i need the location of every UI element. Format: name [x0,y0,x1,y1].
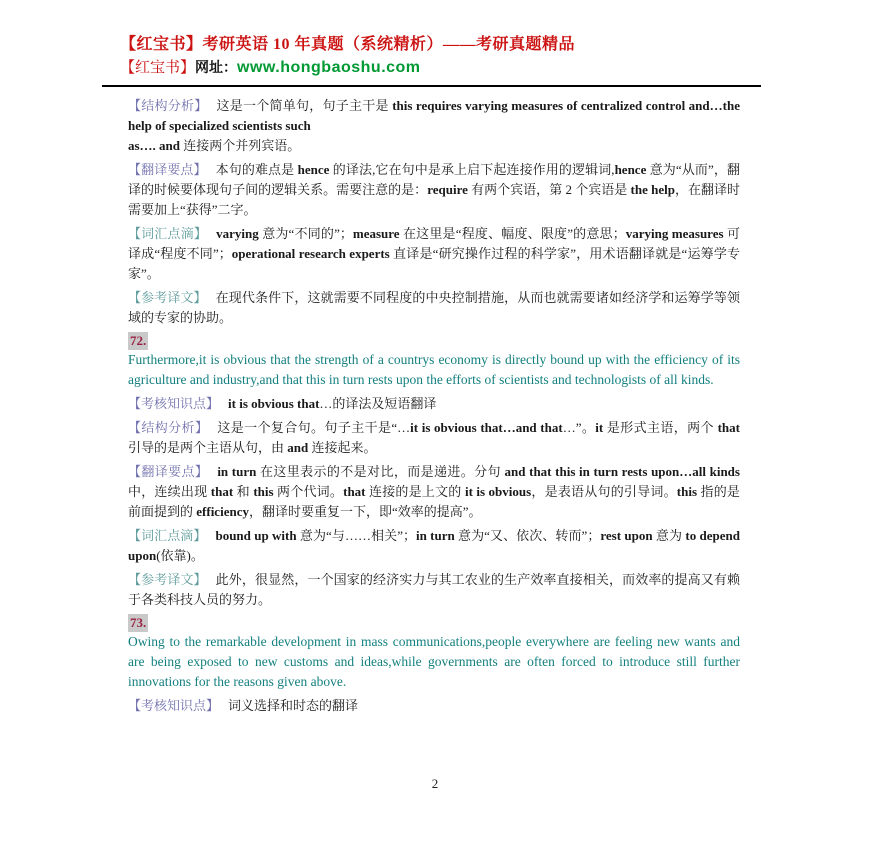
question-number: 73. [130,615,147,630]
english-term: rest upon [600,528,656,543]
body-text: ，是表语从句的引导词。 [531,484,677,499]
section-vocabulary-notes-72 [128,526,740,566]
site-label: 网址： [195,59,238,75]
body-text: 中，连续出现 [128,484,211,499]
body-text: 连接两个并列宾语。 [183,138,301,153]
question-sentence: Furthermore,it is obvious that the strength of a countrys economy is directly bound up with the efficiency of its agriculture and industry,and that this in turn rests upon the efforts of scientists and technologists of all kinds. [128,352,740,387]
english-term: it is obvious that…and that [410,420,563,435]
english-term: in turn [415,528,459,543]
section-label: 【考核知识点】 [128,698,220,713]
english-term: that [210,484,237,499]
body-text: ，翻译时要重复一下，即“效率的提高”。 [248,504,482,519]
body-text: 这是一个复合句。句子主干是“… [217,420,411,435]
body-text: 引导的是两个主语从句，由 [128,440,288,455]
english-term: varying measures [625,226,727,241]
body-text: 本句的难点是 [215,162,298,177]
english-term: efficiency [196,504,249,519]
english-term: the help [630,182,675,197]
question-number-line [128,614,740,632]
question-sentence: Owing to the remarkable development in mass communications,people everywhere are feeling new wants and are being exposed to new customs and ideas,while governments are often forced to introduce still further innovations for the reasons given above. [128,634,740,689]
english-term: hence [297,162,333,177]
body-text: 指的是前面提到的 [128,484,740,519]
body-text: 意为“与……相关”； [299,528,416,543]
section-label: 【参考译文】 [128,572,207,587]
page-number: 2 [431,776,439,791]
question-number-line [128,332,740,350]
body-text: 直译是“研究操作过程的科学家”，用术语翻译就是“运筹学专家”。 [128,246,741,281]
english-term: and [287,440,312,455]
section-translation-points-71 [128,160,740,220]
english-term: to depend upon [128,528,740,563]
english-term: that [717,420,740,435]
question-number: 72. [130,333,147,348]
body-text: …”。 [562,420,596,435]
section-tested-knowledge-72 [128,394,740,414]
section-label: 【词汇点滴】 [128,226,208,241]
english-term: it is obvious [464,484,532,499]
section-label: 【翻译要点】 [128,464,209,479]
question-73 [128,614,740,692]
body-text: 在这里是“程度、幅度、限度”的意思； [403,226,626,241]
site-line [120,56,780,79]
section-label: 【考核知识点】 [128,396,220,411]
english-term: bound up with [215,528,300,543]
body-text: (依靠)。 [156,548,204,563]
section-structure-analysis-71 [128,96,740,156]
body-text: 意为“从而”，翻译的时候要体现句子间的逻辑关系。需要注意的是： [128,162,740,197]
body-text: 词义选择和时态的翻译 [228,698,359,713]
english-term: this [676,484,701,499]
section-structure-analysis-72 [128,418,740,458]
header-divider [102,85,761,87]
site-url-link[interactable]: www.hongbaoshu.com [237,59,421,76]
english-term: operational research experts [231,246,394,261]
section-label: 【词汇点滴】 [128,528,207,543]
english-term: and that this in turn rests upon…all kinds [504,464,740,479]
body-text: 在这里表示的不是对比，而是递进。分句 [259,464,505,479]
body-text: …的译法及短语翻译 [319,396,437,411]
english-term: it is obvious that [228,396,320,411]
body-text: 的译法,它在句中是承上启下起连接作用的逻辑词, [332,162,615,177]
english-term: this requires varying measures of centralized control and…the help of specialized scientists such [128,98,740,133]
english-term: it [595,420,607,435]
document-header [120,34,780,79]
section-label: 【结构分析】 [128,98,208,113]
section-tested-knowledge-73 [128,696,740,716]
english-term: as…. and [128,138,184,153]
section-reference-translation-71 [128,288,740,328]
body-text: 在现代条件下，这就需要不同程度的中央控制措施，从而也就需要诸如经济学和运筹学等领域的专家的协助。 [128,290,740,325]
section-translation-points-72 [128,462,740,522]
document-body [128,96,740,720]
section-label: 【参考译文】 [128,290,207,305]
book-title: 【红宝书】考研英语 10 年真题（系统精析）——考研真题精品 [120,36,576,53]
body-text: 和 [236,484,254,499]
english-term: measure [352,226,403,241]
body-text: 意为“不同的”； [262,226,353,241]
section-label: 【翻译要点】 [128,162,207,177]
body-text: ，在翻译时需要加上“获得”二字。 [128,182,740,217]
english-term: in turn [217,464,260,479]
english-term: this [253,484,278,499]
body-text: 意为 [655,528,686,543]
english-term: varying [216,226,263,241]
body-text: 两个代词。 [277,484,344,499]
english-term: that [343,484,369,499]
body-text: 连接的是上文的 [368,484,465,499]
section-vocabulary-notes-71 [128,224,740,284]
section-reference-translation-72 [128,570,740,610]
question-72 [128,332,740,390]
section-label: 【结构分析】 [128,420,209,435]
body-text: 可译成“程度不同”； [128,226,740,261]
body-text: 连接起来。 [311,440,377,455]
body-text: 有两个宾语，第 2 个宾语是 [471,182,631,197]
english-term: hence [614,162,647,177]
body-text: 意为“又、依次、转而”； [458,528,601,543]
english-term: require [427,182,472,197]
body-text: 是形式主语，两个 [606,420,718,435]
body-text: 此外，很显然，一个国家的经济实力与其工农业的生产效率直接相关，而效率的提高又有赖于各类科技人员的努力。 [128,572,740,607]
body-text: 这是一个简单句，句子主干是 [216,98,393,113]
site-brand: 【红宝书】 [120,60,196,76]
